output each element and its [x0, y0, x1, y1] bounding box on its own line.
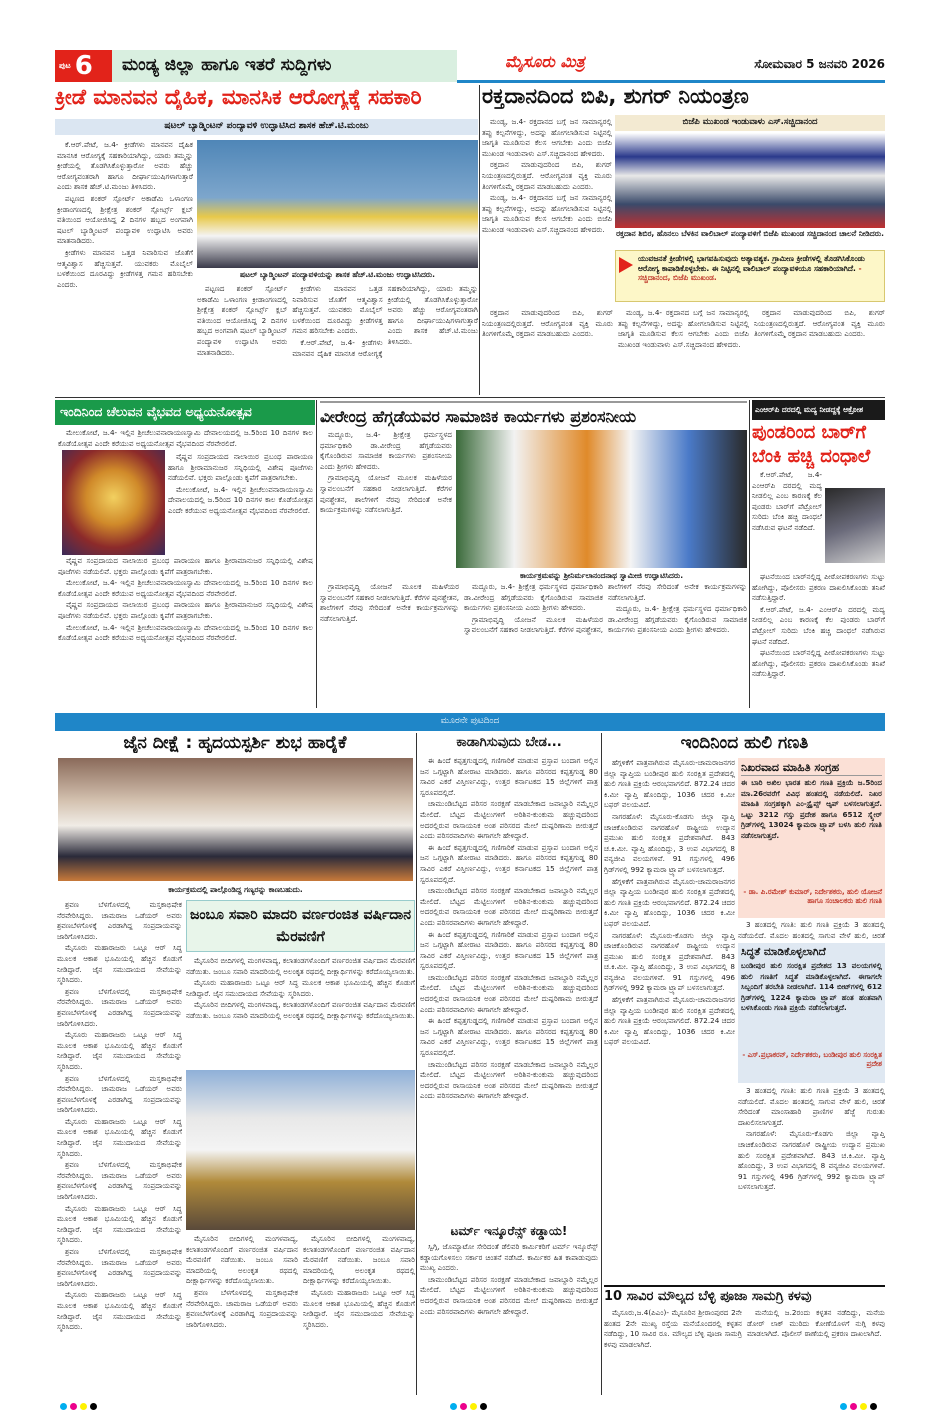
b2-paragraph: ಈ ಹಿಂದೆ ಕಪ್ಪತ್ತಗುಡ್ಡದಲ್ಲಿ ಗಣಿಗಾರಿಕೆ ಮಾಡುವ ಪ್ರಸ್ತಾಪ ಬಂದಾಗ ಅಲ್ಲಿನ ಜನ ಒಗ್ಗಟ್ಟಾಗಿ ಹೋರಾಟ ಮಾಡಿದರು. ಹಾಗೂ ಪರಿಸರದ ಕಪ್ಪತ್ತಗುಡ್ಡ 80 ಸಾವಿರ ಎಕರೆ ವಿಸ್ತೀರ್ಣವಿದ್ದು, ಉತ್ತರ ಕರ್ನಾಟಕದ 15 ಜಿಲ್ಲೆಗಳಿಗೆ ಪಾತ್ರ ಸ್ವರೂಪದಲ್ಲಿದೆ.	[420, 842, 598, 884]
a2-paragraph: ರಕ್ತದಾನ ಮಾಡುವುದರಿಂದ ಬಿಪಿ, ಶುಗರ್ ನಿಯಂತ್ರಣದಲ್ಲಿರುತ್ತದೆ. ಆರೋಗ್ಯವಂತ ವ್ಯಕ್ತಿ ಮೂರು ತಿಂಗಳಿಗೊಮ್ಮೆ ರಕ್ತದಾನ ಮಾಡಬಹುದು ಎಂದರು.	[482, 160, 612, 191]
cyan-dot	[840, 1403, 847, 1410]
b4-paragraph: ಮೈಸೂರು,ಜ.4(ಪಿಎಂ)- ಮೈಸೂರಿನ ಶ್ರೀರಾಂಪುರದ 2ನೇ ಹಂತದ 2ನೇ ಮುಖ್ಯ ರಸ್ತೆಯ ಮನೆಯೊಂದರಲ್ಲಿ ಕಳ್ಳತನ ನಡೆದಿದ್ದು, 10 ಸಾವಿರ ರೂ. ಮೌಲ್ಯದ ಬೆಳ್ಳಿ ಪೂಜಾ ಸಾಮಗ್ರಿ ಕಳವು ಮಾಡಲಾಗಿದೆ.	[604, 1308, 742, 1349]
b3-paragraph: ನಾಗರಹೊಳೆ: ಮೈಸೂರು-ಕೊಡಗು ಜಿಲ್ಲಾ ವ್ಯಾಪ್ತಿ ಚಾಚಿಕೊಂಡಿರುವ ನಾಗರಹೊಳೆ ರಾಷ್ಟ್ರೀಯ ಉದ್ಯಾನ ಪ್ರಮುಖ ಹುಲಿ ಸಂರಕ್ಷಿತ ಪ್ರದೇಶವಾಗಿದೆ. 843 ಚ.ಕಿ.ಮೀ. ವ್ಯಾಪ್ತಿ ಹೊಂದಿದ್ದು, 3 ಉಪ ವಿಭಾಗದಲ್ಲಿ 8 ವನ್ಯಜೀವಿ ವಲಯಗಳಿವೆ. 91 ಗಸ್ತುಗಳಲ್ಲಿ 496 ಗ್ರಿಡ್‌ಗಳಲ್ಲಿ 992 ಕ್ಯಾಮರಾ ಟ್ರ್ಯಾಪ್ ಬಳಸಲಾಗುತ್ತದೆ.	[604, 930, 735, 993]
b4-paragraph: ಮನೆಯಲ್ಲಿ ಜ.2ರಂದು ಕಳ್ಳತನ ನಡೆದಿದ್ದು, ಮನೆಯ ಡೋರ್ ಲಾಕ್ ಮುರಿದು ಕೋಣೆಯೊಳಗೆ ನುಗ್ಗಿ ಕಳವು ಮಾಡಲಾಗಿದೆ. ಪೊಲೀಸ್ ಠಾಣೆಯಲ್ಲಿ ಪ್ರಕರಣ ದಾಖಲಾಗಿದೆ.	[747, 1308, 885, 1339]
b1-paragraph: ಮೈಸೂರು ಮಹಾರಾಜರು ಒಟ್ಟೂ ಆರ್ ಸಿದ್ಧ ಮೂಲಕ ಆಕಾಶ ಭೂಮಿಯಲ್ಲಿ ಹೆಚ್ಚಿನ ಕೊಡುಗೆ ನೀಡಿದ್ದಾರೆ. ಜೈನ ಸಮುದಾಯದ ಸೇವೆಯನ್ನು ಸ್ಮರಿಸಿದರು.	[57, 1116, 182, 1158]
a3-body	[168, 452, 313, 552]
registration-marks	[450, 1403, 487, 1410]
b2-sub-paragraph: ಸ್ವಿಗ್ಗಿ, ಜೊಮ್ಯಾಟೋ ಸೇರಿದಂತೆ ಡೆಲಿವರಿ ಕಾರ್ಮಿಕರಿಗೆ ಟರ್ಮ್ ಇನ್ಶೂರೆನ್ಸ್ ಕಡ್ಡಾಯಗೊಳಿಸಲು ಸರ್ಕಾರ ಚಿಂತನೆ ನಡೆಸಿದೆ. ಕಾರ್ಮಿಕರ ಹಿತ ಕಾಪಾಡುವುದು ಮುಖ್ಯ ಎಂದರು.	[420, 1242, 598, 1273]
a1-paragraph: ಕ್ರೀಡೆಗಳು ಮಾನವನ ಒತ್ತಡ ನಿವಾರಿಸುವ ಜೊತೆಗೆ ಆತ್ಮವಿಶ್ವಾಸ ಹೆಚ್ಚಿಸುತ್ತವೆ. ಯುವಕರು ಮೊಬೈಲ್ ಬಳಕೆಯಿಂದ ದೂರವಿದ್ದು ಕ್ರೀಡೆಗಳತ್ತ ಗಮನ ಹರಿಸಬೇಕು ಎಂದರು.	[57, 247, 193, 289]
b1-box-body-lower	[186, 1234, 415, 1394]
a4-paragraph: ಗ್ರಾಮಾಭಿವೃದ್ಧಿ ಯೋಜನೆ ಮೂಲಕ ಮಹಿಳೆಯರ ಸ್ವಾವಲಂಬನೆಗೆ ಸಹಕಾರ ನೀಡಲಾಗುತ್ತಿದೆ. ಕೆರೆಗಳ ಪುನಶ್ಚೇತನ, ಶಾಲೆಗಳಿಗೆ ನೆರವು ಸೇರಿದಂತೆ ಅನೇಕ ಕಾರ್ಯಕ್ರಮಗಳನ್ನು ನಡೆಸಲಾಗುತ್ತಿದೆ.	[464, 582, 747, 635]
b2-body	[420, 756, 598, 1221]
cyan-dot	[450, 1403, 457, 1410]
a3-body-lower	[58, 556, 313, 706]
a3-intro	[58, 428, 313, 450]
b3-headline: ಇಂದಿನಿಂದ ಹುಲಿ ಗಣತಿ	[680, 733, 809, 753]
black-dot	[480, 1403, 487, 1410]
issue-date: ಸೋಮವಾರ 5 ಜನವರಿ 2026	[754, 57, 885, 71]
row-divider	[55, 397, 885, 398]
b1-box-paragraph: ಮೈಸೂರಿನ ಬೀದಿಗಳಲ್ಲಿ ಮಂಗಳವಾದ್ಯ, ಕಲಾತಂಡಗಳೊಂದಿಗೆ ವರ್ಣರಂಜಿತ ವರ್ಷಿದಾನ ಮೆರವಣಿಗೆ ನಡೆಯಿತು. ಜಂಬೂ ಸವಾರಿ ಮಾದರಿಯಲ್ಲಿ ಅಲಂಕೃತ ರಥದಲ್ಲಿ ದೀಕ್ಷಾರ್ಥಿಗಳನ್ನು ಕರೆದೊಯ್ಯಲಾಯಿತು.	[186, 1234, 298, 1286]
a1-caption: ಷಟಲ್ ಬ್ಯಾಡ್ಮಿಂಟನ್ ಪಂದ್ಯಾವಳಿಯನ್ನು ಶಾಸಕ ಹೆಚ್.ಟಿ.ಮಂಜು ಉದ್ಘಾಟಿಸಿದರು.	[240, 270, 435, 279]
a2-quote-box	[615, 250, 885, 302]
b3-blue-title: ಸಿದ್ಧತೆ ಮಾಡಿಕೊಳ್ಳಲಾಗಿದೆ	[741, 946, 826, 958]
b2-paragraph: ಚಾಮುಂಡಿಬೆಟ್ಟದ ಪರಿಸರ ಸಂರಕ್ಷಣೆ ಮಾಡಬೇಕಾದ ಜವಾಬ್ದಾರಿ ನಮ್ಮೆಲ್ಲರ ಮೇಲಿದೆ. ಬೆಟ್ಟದ ಮೆಟ್ಟಿಲುಗಳಿಗೆ ಅರಿಶಿನ-ಕುಂಕುಮ ಹಚ್ಚುವುದರಿಂದ ಅದರಲ್ಲಿರುವ ರಾಸಾಯನಿಕ ಅಂಶ ಪರಿಸರದ ಮೇಲೆ ದುಷ್ಪರಿಣಾಮ ಬೀರುತ್ತದೆ ಎಂದು ಪರಿಸರವಾದಿಗಳು ಈಗಾಗಲೇ ಹೇಳಿದ್ದಾರೆ.	[420, 1274, 598, 1316]
a5-fire-photo	[825, 488, 885, 563]
a4-paragraph: ಮದ್ದೂರು, ಜ.4- ಶ್ರೀಕ್ಷೇತ್ರ ಧರ್ಮಸ್ಥಳದ ಧರ್ಮಾಧಿಕಾರಿ ಡಾ.ವೀರೇಂದ್ರ ಹೆಗ್ಗಡೆಯವರು ಕೈಗೊಂಡಿರುವ ಸಾಮಾಜಿಕ ಕಾರ್ಯಗಳು ಪ್ರಶಂಸನೀಯ ಎಂದು ಶ್ರೀಗಳು ಹೇಳಿದರು.	[320, 430, 452, 471]
a1-paragraph: ಕೆ.ಆರ್.ಪೇಟೆ, ಜ.4- ಕ್ರೀಡೆಗಳು ಮಾನವನ ದೈಹಿಕ ಮಾನಸಿಕ ಆರೋಗ್ಯಕ್ಕೆ ಸಹಕಾರಿಯಾಗಿದ್ದು, ಯಾರು ತಮ್ಮನ್ನು ಕ್ರೀಡೆಯಲ್ಲಿ ತೊಡಗಿಸಿಕೊಳ್ಳುತ್ತಾರೋ ಅವರು ಹೆಚ್ಚು ಆರೋಗ್ಯವಂತರಾಗಿ ಹಾಗೂ ದೀರ್ಘಾಯುಷಿಗಳಾಗುತ್ತಾರೆ ಎಂದು ಶಾಸಕ ಹೆಚ್.ಟಿ.ಮಂಜು ತಿಳಿಸಿದರು.	[57, 140, 193, 192]
b3-paragraph: ನಾಗರಹೊಳೆ: ಮೈಸೂರು-ಕೊಡಗು ಜಿಲ್ಲಾ ವ್ಯಾಪ್ತಿ ಚಾಚಿಕೊಂಡಿರುವ ನಾಗರಹೊಳೆ ರಾಷ್ಟ್ರೀಯ ಉದ್ಯಾನ ಪ್ರಮುಖ ಹುಲಿ ಸಂರಕ್ಷಿತ ಪ್ರದೇಶವಾಗಿದೆ. 843 ಚ.ಕಿ.ಮೀ. ವ್ಯಾಪ್ತಿ ಹೊಂದಿದ್ದು, 3 ಉಪ ವಿಭಾಗದಲ್ಲಿ 8 ವನ್ಯಜೀವಿ ವಲಯಗಳಿವೆ. 91 ಗಸ್ತುಗಳಲ್ಲಿ 496 ಗ್ರಿಡ್‌ಗಳಲ್ಲಿ 992 ಕ್ಯಾಮರಾ ಟ್ರ್ಯಾಪ್ ಬಳಸಲಾಗುತ್ತದೆ.	[738, 1129, 885, 1192]
b2-paragraph: ಚಾಮುಂಡಿಬೆಟ್ಟದ ಪರಿಸರ ಸಂರಕ್ಷಣೆ ಮಾಡಬೇಕಾದ ಜವಾಬ್ದಾರಿ ನಮ್ಮೆಲ್ಲರ ಮೇಲಿದೆ. ಬೆಟ್ಟದ ಮೆಟ್ಟಿಲುಗಳಿಗೆ ಅರಿಶಿನ-ಕುಂಕುಮ ಹಚ್ಚುವುದರಿಂದ ಅದರಲ್ಲಿರುವ ರಾಸಾಯನಿಕ ಅಂಶ ಪರಿಸರದ ಮೇಲೆ ದುಷ್ಪರಿಣಾಮ ಬೀರುತ್ತದೆ ಎಂದು ಪರಿಸರವಾದಿಗಳು ಈಗಾಗಲೇ ಹೇಳಿದ್ದಾರೆ.	[420, 799, 598, 841]
a5-body-col2	[752, 572, 885, 707]
b2-paragraph: ಈ ಹಿಂದೆ ಕಪ್ಪತ್ತಗುಡ್ಡದಲ್ಲಿ ಗಣಿಗಾರಿಕೆ ಮಾಡುವ ಪ್ರಸ್ತಾಪ ಬಂದಾಗ ಅಲ್ಲಿನ ಜನ ಒಗ್ಗಟ್ಟಾಗಿ ಹೋರಾಟ ಮಾಡಿದರು. ಹಾಗೂ ಪರಿಸರದ ಕಪ್ಪತ್ತಗುಡ್ಡ 80 ಸಾವಿರ ಎಕರೆ ವಿಸ್ತೀರ್ಣವಿದ್ದು, ಉತ್ತರ ಕರ್ನಾಟಕದ 15 ಜಿಲ್ಲೆಗಳಿಗೆ ಪಾತ್ರ ಸ್ವರೂಪದಲ್ಲಿದೆ.	[420, 1016, 598, 1058]
newspaper-logo: ಮೈಸೂರು ಮಿತ್ರ	[505, 52, 585, 71]
black-dot	[870, 1403, 877, 1410]
a2-body-col1	[482, 117, 612, 307]
a1-body-col1	[57, 140, 193, 395]
b1-body-col1	[57, 900, 182, 1395]
b1-paragraph: ಮೈಸೂರು ಮಹಾರಾಜರು ಒಟ್ಟೂ ಆರ್ ಸಿದ್ಧ ಮೂಲಕ ಆಕಾಶ ಭೂಮಿಯಲ್ಲಿ ಹೆಚ್ಚಿನ ಕೊಡುಗೆ ನೀಡಿದ್ದಾರೆ. ಜೈನ ಸಮುದಾಯದ ಸೇವೆಯನ್ನು ಸ್ಮರಿಸಿದರು.	[57, 1203, 182, 1245]
b3-pink-body: ಈ ಬಾರಿ ಅಖಿಲ ಭಾರತ ಹುಲಿ ಗಣತಿ ಪ್ರಕ್ರಿಯೆ ಜ.5ರಿಂದ ಮಾ.26ರವರೆಗೆ ವಿವಿಧ ಹಂತದಲ್ಲಿ ನಡೆಯಲಿದೆ. ನಿಖರ ಮಾಹಿತಿ ಸಂಗ್ರಹಕ್ಕಾಗಿ ಎಂ-ಸ್ಟ್ರೈಪ್ಸ್ ಆ್ಯಪ್ ಬಳಸಲಾಗುತ್ತದೆ. ಒಟ್ಟು 3212 ಗಸ್ತು ಪ್ರದೇಶ ಹಾಗೂ 6512 ಸ್ಕ್ವೇರ್ ಗ್ರಿಡ್‌ಗಳಲ್ಲಿ 13024 ಕ್ಯಾಮರಾ ಟ್ರ್ಯಾಪ್ ಬಳಸಿ ಹುಲಿ ಗಣತಿ ನಡೆಸಲಾಗುತ್ತದೆ.	[741, 778, 882, 840]
b4-headline: 10 ಸಾವಿರ ಮೌಲ್ಯದ ಬೆಳ್ಳಿ ಪೂಜಾ ಸಾಮಗ್ರಿ ಕಳವು	[604, 1289, 812, 1304]
a3-headline: ಇಂದಿನಿಂದ ಚೆಲುವನ ವೈಭವದ ಅಧ್ಯಯನೋತ್ಸವ	[55, 400, 315, 425]
a5-body-col1	[752, 470, 822, 570]
a4-paragraph: ಗ್ರಾಮಾಭಿವೃದ್ಧಿ ಯೋಜನೆ ಮೂಲಕ ಮಹಿಳೆಯರ ಸ್ವಾವಲಂಬನೆಗೆ ಸಹಕಾರ ನೀಡಲಾಗುತ್ತಿದೆ. ಕೆರೆಗಳ ಪುನಶ್ಚೇತನ, ಶಾಲೆಗಳಿಗೆ ನೆರವು ಸೇರಿದಂತೆ ಅನೇಕ ಕಾರ್ಯಕ್ರಮಗಳನ್ನು ನಡೆಸಲಾಗುತ್ತಿದೆ.	[320, 473, 452, 515]
a1-headline: ಕ್ರೀಡೆ ಮಾನವನ ದೈಹಿಕ, ಮಾನಸಿಕ ಆರೋಗ್ಯಕ್ಕೆ ಸಹಕಾರಿ	[55, 85, 422, 109]
column-divider	[479, 85, 480, 395]
black-dot	[90, 1403, 97, 1410]
b1-paragraph: ಶ್ರವಣ ಬೆಳಗೊಳದಲ್ಲಿ ಮಸ್ತಕಾಭಿಷೇಕ ನೆರವೇರಿಸಿದ್ದರು. ಚಾಮರಾಜ ಒಡೆಯರ್ ಅವರು ಶ್ರವಣಬೆಳಗೊಳಕ್ಕೆ ಎರಡಾಗಿದ್ದ ಸಂಪ್ರದಾಯವನ್ನು ಜಾರಿಗೊಳಿಸಿದರು.	[57, 900, 182, 941]
b2-paragraph: ಚಾಮುಂಡಿಬೆಟ್ಟದ ಪರಿಸರ ಸಂರಕ್ಷಣೆ ಮಾಡಬೇಕಾದ ಜವಾಬ್ದಾರಿ ನಮ್ಮೆಲ್ಲರ ಮೇಲಿದೆ. ಬೆಟ್ಟದ ಮೆಟ್ಟಿಲುಗಳಿಗೆ ಅರಿಶಿನ-ಕುಂಕುಮ ಹಚ್ಚುವುದರಿಂದ ಅದರಲ್ಲಿರುವ ರಾಸಾಯನಿಕ ಅಂಶ ಪರಿಸರದ ಮೇಲೆ ದುಷ್ಪರಿಣಾಮ ಬೀರುತ್ತದೆ ಎಂದು ಪರಿಸರವಾದಿಗಳು ಈಗಾಗಲೇ ಹೇಳಿದ್ದಾರೆ.	[420, 1059, 598, 1101]
magenta-dot	[70, 1403, 77, 1410]
registration-marks	[60, 1403, 97, 1410]
a3-paragraph: ವೈಷ್ಣವ ಸಂಪ್ರದಾಯದ ನಾಲಾಯಿರ ಪ್ರಬಂಧ ಪಾರಾಯಣ ಹಾಗೂ ಶ್ರೀರಾಮಾನುಜರ ಸನ್ನಿಧಿಯಲ್ಲಿ ವಿಶೇಷ ಪೂಜೆಗಳು ನಡೆಯಲಿವೆ. ಭಕ್ತರು ಪಾಲ್ಗೊಂಡು ಕೃಪೆಗೆ ಪಾತ್ರರಾಗಬೇಕು.	[58, 556, 313, 576]
b3-paragraph: ನಾಗರಹೊಳೆ: ಮೈಸೂರು-ಕೊಡಗು ಜಿಲ್ಲಾ ವ್ಯಾಪ್ತಿ ಚಾಚಿಕೊಂಡಿರುವ ನಾಗರಹೊಳೆ ರಾಷ್ಟ್ರೀಯ ಉದ್ಯಾನ ಪ್ರಮುಖ ಹುಲಿ ಸಂರಕ್ಷಿತ ಪ್ರದೇಶವಾಗಿದೆ. 843 ಚ.ಕಿ.ಮೀ. ವ್ಯಾಪ್ತಿ ಹೊಂದಿದ್ದು, 3 ಉಪ ವಿಭಾಗದಲ್ಲಿ 8 ವನ್ಯಜೀವಿ ವಲಯಗಳಿವೆ. 91 ಗಸ್ತುಗಳಲ್ಲಿ 496 ಗ್ರಿಡ್‌ಗಳಲ್ಲಿ 992 ಕ್ಯಾಮರಾ ಟ್ರ್ಯಾಪ್ ಬಳಸಲಾಗುತ್ತದೆ.	[604, 811, 735, 874]
b1-box-body	[186, 956, 415, 1066]
b1-procession-photo	[186, 1070, 415, 1230]
b2-paragraph: ಈ ಹಿಂದೆ ಕಪ್ಪತ್ತಗುಡ್ಡದಲ್ಲಿ ಗಣಿಗಾರಿಕೆ ಮಾಡುವ ಪ್ರಸ್ತಾಪ ಬಂದಾಗ ಅಲ್ಲಿನ ಜನ ಒಗ್ಗಟ್ಟಾಗಿ ಹೋರಾಟ ಮಾಡಿದರು. ಹಾಗೂ ಪರಿಸರದ ಕಪ್ಪತ್ತಗುಡ್ಡ 80 ಸಾವಿರ ಎಕರೆ ವಿಸ್ತೀರ್ಣವಿದ್ದು, ಉತ್ತರ ಕರ್ನಾಟಕದ 15 ಜಿಲ್ಲೆಗಳಿಗೆ ಪಾತ್ರ ಸ್ವರೂಪದಲ್ಲಿದೆ.	[420, 756, 598, 797]
a3-paragraph: ವೈಷ್ಣವ ಸಂಪ್ರದಾಯದ ನಾಲಾಯಿರ ಪ್ರಬಂಧ ಪಾರಾಯಣ ಹಾಗೂ ಶ್ರೀರಾಮಾನುಜರ ಸನ್ನಿಧಿಯಲ್ಲಿ ವಿಶೇಷ ಪೂಜೆಗಳು ನಡೆಯಲಿವೆ. ಭಕ್ತರು ಪಾಲ್ಗೊಂಡು ಕೃಪೆಗೆ ಪಾತ್ರರಾಗಬೇಕು.	[58, 600, 313, 620]
b3-paragraph: ಹೆಗ್ಗಳಿಕೆಗೆ ಪಾತ್ರವಾಗಿರುವ ಮೈಸೂರು-ಚಾಮರಾಜನಗರ ಜಿಲ್ಲಾ ವ್ಯಾಪ್ತಿಯ ಬಂಡೀಪುರ ಹುಲಿ ಸಂರಕ್ಷಿತ ಪ್ರದೇಶದಲ್ಲಿ ಹುಲಿ ಗಣತಿ ಪ್ರಕ್ರಿಯೆ ಆರಂಭವಾಗಲಿದೆ. 872.24 ಚದರ ಕಿ.ಮೀ ವ್ಯಾಪ್ತಿ ಹೊಂದಿದ್ದು, 1036 ಚದರ ಕಿ.ಮೀ ಬಫರ್ ವಲಯವಿದೆ.	[604, 758, 735, 810]
b4-body	[604, 1308, 885, 1395]
b1-paragraph: ಶ್ರವಣ ಬೆಳಗೊಳದಲ್ಲಿ ಮಸ್ತಕಾಭಿಷೇಕ ನೆರವೇರಿಸಿದ್ದರು. ಚಾಮರಾಜ ಒಡೆಯರ್ ಅವರು ಶ್ರವಣಬೆಳಗೊಳಕ್ಕೆ ಎರಡಾಗಿದ್ದ ಸಂಪ್ರದಾಯವನ್ನು ಜಾರಿಗೊಳಿಸಿದರು.	[57, 1160, 182, 1202]
a2-paragraph: ರಕ್ತದಾನ ಮಾಡುವುದರಿಂದ ಬಿಪಿ, ಶುಗರ್ ನಿಯಂತ್ರಣದಲ್ಲಿರುತ್ತದೆ. ಆರೋಗ್ಯವಂತ ವ್ಯಕ್ತಿ ಮೂರು ತಿಂಗಳಿಗೊಮ್ಮೆ ರಕ್ತದಾನ ಮಾಡಬಹುದು ಎಂದರು.	[482, 308, 613, 339]
column-divider	[601, 733, 602, 1395]
a1-body-col2	[197, 284, 478, 394]
yellow-dot	[860, 1403, 867, 1410]
header-rule	[457, 80, 885, 83]
a4-headline: ವೀರೇಂದ್ರ ಹೆಗ್ಗಡೆಯವರ ಸಾಮಾಜಿಕ ಕಾರ್ಯಗಳು ಪ್ರಶಂಸನೀಯ	[320, 401, 747, 427]
b2-headline: ಕಾಡಾಗಿಸುವುದು ಬೇಡ...	[456, 735, 562, 750]
b3-paragraph: 3 ಹಂತದಲ್ಲಿ ಗಣತಿ: ಹುಲಿ ಗಣತಿ ಪ್ರಕ್ರಿಯೆ 3 ಹಂತದಲ್ಲಿ ನಡೆಯಲಿದೆ. ಮೊದಲ ಹಂತದಲ್ಲಿ ಸಾಗುವ ವೇಳೆ ಹುಲಿ, ಚಿರತೆ ಸೇರಿದಂತೆ ಮಾಂಸಾಹಾರಿ ಪ್ರಾಣಿಗಳ ಹೆಜ್ಜೆ ಗುರುತು ದಾಖಲಿಸಲಾಗುತ್ತದೆ.	[738, 1086, 885, 1127]
magenta-dot	[460, 1403, 467, 1410]
page-label: ಪುಟ	[59, 61, 71, 70]
a2-photo	[615, 133, 885, 228]
a2-body-col2	[482, 308, 885, 396]
a4-body-col2	[320, 582, 747, 707]
a2-caption: ರಕ್ತದಾನ ಶಿಬಿರ, ಹೊನಲು ಬೆಳಕಿನ ವಾಲಿಬಾಲ್ ಪಂದ್ಯಾವಳಿಗೆ ಬಿಜೆಪಿ ಮುಖಂಡ ಸಚ್ಚಿದಾನಂದ ಚಾಲನೆ ನೀಡಿದರು.	[616, 229, 884, 238]
b3-paragraph: ಹೆಗ್ಗಳಿಕೆಗೆ ಪಾತ್ರವಾಗಿರುವ ಮೈಸೂರು-ಚಾಮರಾಜನಗರ ಜಿಲ್ಲಾ ವ್ಯಾಪ್ತಿಯ ಬಂಡೀಪುರ ಹುಲಿ ಸಂರಕ್ಷಿತ ಪ್ರದೇಶದಲ್ಲಿ ಹುಲಿ ಗಣತಿ ಪ್ರಕ್ರಿಯೆ ಆರಂಭವಾಗಲಿದೆ. 872.24 ಚದರ ಕಿ.ಮೀ ವ್ಯಾಪ್ತಿ ಹೊಂದಿದ್ದು, 1036 ಚದರ ಕಿ.ಮೀ ಬಫರ್ ವಲಯವಿದೆ.	[604, 995, 735, 1047]
b2-paragraph: ಚಾಮುಂಡಿಬೆಟ್ಟದ ಪರಿಸರ ಸಂರಕ್ಷಣೆ ಮಾಡಬೇಕಾದ ಜವಾಬ್ದಾರಿ ನಮ್ಮೆಲ್ಲರ ಮೇಲಿದೆ. ಬೆಟ್ಟದ ಮೆಟ್ಟಿಲುಗಳಿಗೆ ಅರಿಶಿನ-ಕುಂಕುಮ ಹಚ್ಚುವುದರಿಂದ ಅದರಲ್ಲಿರುವ ರಾಸಾಯನಿಕ ಅಂಶ ಪರಿಸರದ ಮೇಲೆ ದುಷ್ಪರಿಣಾಮ ಬೀರುತ್ತದೆ ಎಂದು ಪರಿಸರವಾದಿಗಳು ಈಗಾಗಲೇ ಹೇಳಿದ್ದಾರೆ.	[420, 972, 598, 1014]
b1-paragraph: ಮೈಸೂರು ಮಹಾರಾಜರು ಒಟ್ಟೂ ಆರ್ ಸಿದ್ಧ ಮೂಲಕ ಆಕಾಶ ಭೂಮಿಯಲ್ಲಿ ಹೆಚ್ಚಿನ ಕೊಡುಗೆ ನೀಡಿದ್ದಾರೆ. ಜೈನ ಸಮುದಾಯದ ಸೇವೆಯನ್ನು ಸ್ಮರಿಸಿದರು.	[57, 1290, 182, 1332]
a1-paragraph: ಪಟ್ಟಣದ ಶಂಕರ್ ಸ್ಪೋರ್ಟ್ ಅಕಾಡೆಮಿ ಒಳಾಂಗಣ ಕ್ರೀಡಾಂಗಣದಲ್ಲಿ ಶ್ರೀಕ್ಷೇತ್ರ ಶಂಕರ್ ಸ್ಪೋರ್ಟ್ಸ್ ಕ್ಲಬ್ ವತಿಯಿಂದ ಆಯೋಜಿಸಿದ್ದ 2 ದಿನಗಳ ಹಬ್ಬದ ಅಂಗವಾಗಿ ಷಟಲ್ ಬ್ಯಾಡ್ಮಿಂಟನ್ ಪಂದ್ಯಾವಳಿ ಉದ್ಘಾಟಿಸಿ ಅವರು ಮಾತನಾಡಿದರು.	[57, 193, 193, 246]
a2-headline: ರಕ್ತದಾನದಿಂದ ಬಿಪಿ, ಶುಗರ್ ನಿಯಂತ್ರಣ	[482, 84, 749, 108]
column-divider	[416, 733, 417, 1395]
b1-paragraph: ಶ್ರವಣ ಬೆಳಗೊಳದಲ್ಲಿ ಮಸ್ತಕಾಭಿಷೇಕ ನೆರವೇರಿಸಿದ್ದರು. ಚಾಮರಾಜ ಒಡೆಯರ್ ಅವರು ಶ್ರವಣಬೆಳಗೊಳಕ್ಕೆ ಎರಡಾಗಿದ್ದ ಸಂಪ್ರದಾಯವನ್ನು ಜಾರಿಗೊಳಿಸಿದರು.	[186, 1287, 298, 1329]
b1-paragraph: ಮೈಸೂರು ಮಹಾರಾಜರು ಒಟ್ಟೂ ಆರ್ ಸಿದ್ಧ ಮೂಲಕ ಆಕಾಶ ಭೂಮಿಯಲ್ಲಿ ಹೆಚ್ಚಿನ ಕೊಡುಗೆ ನೀಡಿದ್ದಾರೆ. ಜೈನ ಸಮುದಾಯದ ಸೇವೆಯನ್ನು ಸ್ಮರಿಸಿದರು.	[57, 1030, 182, 1071]
b1-box-paragraph: ಮೈಸೂರಿನ ಬೀದಿಗಳಲ್ಲಿ ಮಂಗಳವಾದ್ಯ, ಕಲಾತಂಡಗಳೊಂದಿಗೆ ವರ್ಣರಂಜಿತ ವರ್ಷಿದಾನ ಮೆರವಣಿಗೆ ನಡೆಯಿತು. ಜಂಬೂ ಸವಾರಿ ಮಾದರಿಯಲ್ಲಿ ಅಲಂಕೃತ ರಥದಲ್ಲಿ ದೀಕ್ಷಾರ್ಥಿಗಳನ್ನು ಕರೆದೊಯ್ಯಲಾಯಿತು.	[186, 1000, 415, 1020]
column-divider	[749, 400, 750, 708]
b2-sub-body	[420, 1242, 598, 1395]
a3-paragraph: ಮೇಲುಕೋಟೆ, ಜ.4- ಇಲ್ಲಿನ ಶ್ರೀಚೆಲುವನಾರಾಯಣಸ್ವಾಮಿ ದೇವಾಲಯದಲ್ಲಿ ಜ.5ರಿಂದ 10 ದಿನಗಳ ಕಾಲ ಕೊಡೆಯೋತ್ಸವ ಎಂದೇ ಕರೆಯುವ ಅಧ್ಯಯನೋತ್ಸವ ವೈಭವದಿಂದ ನೆರವೇರಲಿದೆ.	[58, 428, 313, 448]
b3-body-col2	[738, 920, 885, 942]
a5-headline: ಪುಂಡರಿಂದ ಬಾರ್‌ಗೆ ಬೆಂಕಿ ಹಚ್ಚಿ ದಂಧಾಲೆ	[752, 422, 871, 467]
registration-marks	[840, 1403, 877, 1410]
b1-caption: ಕಾರ್ಯಕ್ರಮದಲ್ಲಿ ಪಾಲ್ಗೊಂಡಿದ್ದ ಗಣ್ಯರನ್ನು ಕಾಣಬಹುದು.	[168, 885, 303, 894]
a5-paragraph: ಕೆ.ಆರ್.ಪೇಟೆ, ಜ.4- ಎಂಆರ್‌ಪಿ ದರದಲ್ಲಿ ಮದ್ಯ ನೀಡಲಿಲ್ಲ ಎಂಬ ಕಾರಣಕ್ಕೆ ಕೆಲ ಪುಂಡರು ಬಾರ್‌ಗೆ ಪೆಟ್ರೋಲ್ ಸುರಿದು ಬೆಂಕಿ ಹಚ್ಚಿ ದಾಂಧಲೆ ನಡೆಸಿರುವ ಘಟನೆ ನಡೆದಿದೆ.	[752, 470, 822, 532]
magenta-dot	[850, 1403, 857, 1410]
triangle-arrow-icon	[619, 257, 633, 273]
b1-paragraph: ಶ್ರವಣ ಬೆಳಗೊಳದಲ್ಲಿ ಮಸ್ತಕಾಭಿಷೇಕ ನೆರವೇರಿಸಿದ್ದರು. ಚಾಮರಾಜ ಒಡೆಯರ್ ಅವರು ಶ್ರವಣಬೆಳಗೊಳಕ್ಕೆ ಎರಡಾಗಿದ್ದ ಸಂಪ್ರದಾಯವನ್ನು ಜಾರಿಗೊಳಿಸಿದರು.	[57, 1247, 182, 1288]
a2-paragraph: ರಕ್ತದಾನ ಮಾಡುವುದರಿಂದ ಬಿಪಿ, ಶುಗರ್ ನಿಯಂತ್ರಣದಲ್ಲಿರುತ್ತದೆ. ಆರೋಗ್ಯವಂತ ವ್ಯಕ್ತಿ ಮೂರು ತಿಂಗಳಿಗೊಮ್ಮೆ ರಕ್ತದಾನ ಮಾಡಬಹುದು ಎಂದರು.	[754, 308, 885, 339]
b4-rule	[604, 1285, 885, 1287]
b3-pink-title: ನಿಖರವಾದ ಮಾಹಿತಿ ಸಂಗ್ರಹ	[741, 761, 882, 776]
a3-temple-photo	[62, 450, 165, 555]
b1-paragraph: ಶ್ರವಣ ಬೆಳಗೊಳದಲ್ಲಿ ಮಸ್ತಕಾಭಿಷೇಕ ನೆರವೇರಿಸಿದ್ದರು. ಚಾಮರಾಜ ಒಡೆಯರ್ ಅವರು ಶ್ರವಣಬೆಳಗೊಳಕ್ಕೆ ಎರಡಾಗಿದ್ದ ಸಂಪ್ರದಾಯವನ್ನು ಜಾರಿಗೊಳಿಸಿದರು.	[57, 986, 182, 1028]
b3-blue-box	[738, 943, 885, 1083]
page-number: 6	[74, 51, 93, 81]
b1-photo	[58, 758, 413, 881]
section-title: ಮಂಡ್ಯ ಜಿಲ್ಲಾ ಹಾಗೂ ಇತರೆ ಸುದ್ದಿಗಳು	[112, 50, 457, 82]
b1-box-paragraph: ಮೈಸೂರಿನ ಬೀದಿಗಳಲ್ಲಿ ಮಂಗಳವಾದ್ಯ, ಕಲಾತಂಡಗಳೊಂದಿಗೆ ವರ್ಣರಂಜಿತ ವರ್ಷಿದಾನ ಮೆರವಣಿಗೆ ನಡೆಯಿತು. ಜಂಬೂ ಸವಾರಿ ಮಾದರಿಯಲ್ಲಿ ಅಲಂಕೃತ ರಥದಲ್ಲಿ ದೀಕ್ಷಾರ್ಥಿಗಳನ್ನು ಕರೆದೊಯ್ಯಲಾಯಿತು.	[303, 1234, 415, 1286]
b2-paragraph: ಈ ಹಿಂದೆ ಕಪ್ಪತ್ತಗುಡ್ಡದಲ್ಲಿ ಗಣಿಗಾರಿಕೆ ಮಾಡುವ ಪ್ರಸ್ತಾಪ ಬಂದಾಗ ಅಲ್ಲಿನ ಜನ ಒಗ್ಗಟ್ಟಾಗಿ ಹೋರಾಟ ಮಾಡಿದರು. ಹಾಗೂ ಪರಿಸರದ ಕಪ್ಪತ್ತಗುಡ್ಡ 80 ಸಾವಿರ ಎಕರೆ ವಿಸ್ತೀರ್ಣವಿದ್ದು, ಉತ್ತರ ಕರ್ನಾಟಕದ 15 ಜಿಲ್ಲೆಗಳಿಗೆ ಪಾತ್ರ ಸ್ವರೂಪದಲ್ಲಿದೆ.	[420, 929, 598, 971]
a3-paragraph: ಮೇಲುಕೋಟೆ, ಜ.4- ಇಲ್ಲಿನ ಶ್ರೀಚೆಲುವನಾರಾಯಣಸ್ವಾಮಿ ದೇವಾಲಯದಲ್ಲಿ ಜ.5ರಿಂದ 10 ದಿನಗಳ ಕಾಲ ಕೊಡೆಯೋತ್ಸವ ಎಂದೇ ಕರೆಯುವ ಅಧ್ಯಯನೋತ್ಸವ ವೈಭವದಿಂದ ನೆರವೇರಲಿದೆ.	[168, 484, 313, 515]
b1-paragraph: ಮೈಸೂರು ಮಹಾರಾಜರು ಒಟ್ಟೂ ಆರ್ ಸಿದ್ಧ ಮೂಲಕ ಆಕಾಶ ಭೂಮಿಯಲ್ಲಿ ಹೆಚ್ಚಿನ ಕೊಡುಗೆ ನೀಡಿದ್ದಾರೆ. ಜೈನ ಸಮುದಾಯದ ಸೇವೆಯನ್ನು ಸ್ಮರಿಸಿದರು.	[186, 978, 415, 998]
b1-paragraph: ಮೈಸೂರು ಮಹಾರಾಜರು ಒಟ್ಟೂ ಆರ್ ಸಿದ್ಧ ಮೂಲಕ ಆಕಾಶ ಭೂಮಿಯಲ್ಲಿ ಹೆಚ್ಚಿನ ಕೊಡುಗೆ ನೀಡಿದ್ದಾರೆ. ಜೈನ ಸಮುದಾಯದ ಸೇವೆಯನ್ನು ಸ್ಮರಿಸಿದರು.	[303, 1287, 415, 1329]
a2-quote-author: - ಸಚ್ಚಿದಾನಂದ, ಬಿಜೆಪಿ ಮುಖಂಡ.	[638, 263, 862, 282]
b1-box-paragraph: ಮೈಸೂರಿನ ಬೀದಿಗಳಲ್ಲಿ ಮಂಗಳವಾದ್ಯ, ಕಲಾತಂಡಗಳೊಂದಿಗೆ ವರ್ಣರಂಜಿತ ವರ್ಷಿದಾನ ಮೆರವಣಿಗೆ ನಡೆಯಿತು. ಜಂಬೂ ಸವಾರಿ ಮಾದರಿಯಲ್ಲಿ ಅಲಂಕೃತ ರಥದಲ್ಲಿ ದೀಕ್ಷಾರ್ಥಿಗಳನ್ನು ಕರೆದೊಯ್ಯಲಾಯಿತು.	[186, 956, 415, 976]
a4-paragraph: ಮದ್ದೂರು, ಜ.4- ಶ್ರೀಕ್ಷೇತ್ರ ಧರ್ಮಸ್ಥಳದ ಧರ್ಮಾಧಿಕಾರಿ ಡಾ.ವೀರೇಂದ್ರ ಹೆಗ್ಗಡೆಯವರು ಕೈಗೊಂಡಿರುವ ಸಾಮಾಜಿಕ ಕಾರ್ಯಗಳು ಪ್ರಶಂಸನೀಯ ಎಂದು ಶ್ರೀಗಳು ಹೇಳಿದರು.	[608, 604, 747, 635]
column-divider	[316, 400, 317, 708]
a4-photo	[456, 430, 747, 568]
b3-body-col3	[738, 1086, 885, 1283]
a4-caption: ಕಾರ್ಯಕ್ರಮವನ್ನು ಶ್ರೀನಿರ್ಮಲಾನಂದನಾಥ ಸ್ವಾಮೀಜಿ ಉದ್ಘಾಟಿಸಿದರು.	[519, 571, 684, 580]
a4-body-col1	[320, 430, 452, 580]
b2-sub-headline: ಟರ್ಮ್ ಇನ್ಶೂರೆನ್ಸ್ ಕಡ್ಡಾಯ!	[450, 1224, 568, 1238]
cyan-dot	[60, 1403, 67, 1410]
a3-paragraph: ವೈಷ್ಣವ ಸಂಪ್ರದಾಯದ ನಾಲಾಯಿರ ಪ್ರಬಂಧ ಪಾರಾಯಣ ಹಾಗೂ ಶ್ರೀರಾಮಾನುಜರ ಸನ್ನಿಧಿಯಲ್ಲಿ ವಿಶೇಷ ಪೂಜೆಗಳು ನಡೆಯಲಿವೆ. ಭಕ್ತರು ಪಾಲ್ಗೊಂಡು ಕೃಪೆಗೆ ಪಾತ್ರರಾಗಬೇಕು.	[168, 452, 313, 483]
a5-paragraph: ಕೆ.ಆರ್.ಪೇಟೆ, ಜ.4- ಎಂಆರ್‌ಪಿ ದರದಲ್ಲಿ ಮದ್ಯ ನೀಡಲಿಲ್ಲ ಎಂಬ ಕಾರಣಕ್ಕೆ ಕೆಲ ಪುಂಡರು ಬಾರ್‌ಗೆ ಪೆಟ್ರೋಲ್ ಸುರಿದು ಬೆಂಕಿ ಹಚ್ಚಿ ದಾಂಧಲೆ ನಡೆಸಿರುವ ಘಟನೆ ನಡೆದಿದೆ.	[752, 604, 885, 646]
b3-pink-box	[738, 758, 885, 918]
a4-paragraph: ಮದ್ದೂರು, ಜ.4- ಶ್ರೀಕ್ಷೇತ್ರ ಧರ್ಮಸ್ಥಳದ ಧರ್ಮಾಧಿಕಾರಿ ಡಾ.ವೀರೇಂದ್ರ ಹೆಗ್ಗಡೆಯವರು ಕೈಗೊಂಡಿರುವ ಸಾಮಾಜಿಕ ಕಾರ್ಯಗಳು ಪ್ರಶಂಸನೀಯ ಎಂದು ಶ್ರೀಗಳು ಹೇಳಿದರು.	[464, 582, 603, 613]
a1-paragraph: ಕ್ರೀಡೆಗಳು ಮಾನವನ ಒತ್ತಡ ನಿವಾರಿಸುವ ಜೊತೆಗೆ ಆತ್ಮವಿಶ್ವಾಸ ಹೆಚ್ಚಿಸುತ್ತವೆ. ಯುವಕರು ಮೊಬೈಲ್ ಬಳಕೆಯಿಂದ ದೂರವಿದ್ದು ಕ್ರೀಡೆಗಳತ್ತ ಗಮನ ಹರಿಸಬೇಕು ಎಂದರು.	[292, 284, 383, 336]
a2-paragraph: ಮಂಡ್ಯ, ಜ.4- ರಕ್ತದಾನದ ಬಗ್ಗೆ ಜನ ಸಾಮಾನ್ಯರಲ್ಲಿ ತಪ್ಪು ಕಲ್ಪನೆಗಳಿದ್ದು, ಅದನ್ನು ಹೋಗಲಾಡಿಸುವ ನಿಟ್ಟಿನಲ್ಲಿ ಜಾಗೃತಿ ಮೂಡಿಸುವ ಕೆಲಸ ಆಗಬೇಕು ಎಂದು ಬಿಜೆಪಿ ಮುಖಂಡ ಇಂಡುವಾಳು ಎಸ್.ಸಚ್ಚಿದಾನಂದ ಹೇಳಿದರು.	[482, 193, 612, 234]
b3-body-col1	[604, 758, 735, 1283]
a3-paragraph: ಮೇಲುಕೋಟೆ, ಜ.4- ಇಲ್ಲಿನ ಶ್ರೀಚೆಲುವನಾರಾಯಣಸ್ವಾಮಿ ದೇವಾಲಯದಲ್ಲಿ ಜ.5ರಿಂದ 10 ದಿನಗಳ ಕಾಲ ಕೊಡೆಯೋತ್ಸವ ಎಂದೇ ಕರೆಯುವ ಅಧ್ಯಯನೋತ್ಸವ ವೈಭವದಿಂದ ನೆರವೇರಲಿದೆ.	[58, 622, 313, 643]
b3-blue-author: - ಎಸ್.ಪ್ರಭಾಕರನ್, ನಿರ್ದೇಶಕರು, ಬಂಡೀಪುರ ಹುಲಿ ಸಂರಕ್ಷಿತ ಪ್ರದೇಶ	[742, 1051, 882, 1068]
b1-paragraph: ಮೈಸೂರು ಮಹಾರಾಜರು ಒಟ್ಟೂ ಆರ್ ಸಿದ್ಧ ಮೂಲಕ ಆಕಾಶ ಭೂಮಿಯಲ್ಲಿ ಹೆಚ್ಚಿನ ಕೊಡುಗೆ ನೀಡಿದ್ದಾರೆ. ಜೈನ ಸಮುದಾಯದ ಸೇವೆಯನ್ನು ಸ್ಮರಿಸಿದರು.	[57, 943, 182, 985]
b1-box-headline: ಜಂಬೂ ಸವಾರಿ ಮಾದರಿ ವರ್ಣರಂಜಿತ ವರ್ಷಿದಾನ ಮೆರವಣಿಗೆ	[186, 900, 415, 952]
b3-blue-body: ಬಂಡೀಪುರ ಹುಲಿ ಸಂರಕ್ಷಿತ ಪ್ರದೇಶದ 13 ವಲಯಗಳಲ್ಲಿ ಹುಲಿ ಗಣತಿಗೆ ಸಿದ್ಧತೆ ಮಾಡಿಕೊಳ್ಳಲಾಗಿದೆ. ಈಗಾಗಲೇ ಸಿಬ್ಬಂದಿಗೆ ತರಬೇತಿ ನೀಡಲಾಗಿದೆ. 114 ಬೀಟ್‌ಗಳಲ್ಲಿ 612 ಗ್ರಿಡ್‌ಗಳಲ್ಲಿ 1224 ಕ್ಯಾಮರಾ ಟ್ರ್ಯಾಪ್ ಹಂತ ಹಂತವಾಗಿ ಬಳಸಿಕೊಂಡು ಗಣತಿ ಪ್ರಕ್ರಿಯೆ ನಡೆಸಲಾಗುತ್ತದೆ.	[741, 961, 882, 1013]
yellow-dot	[80, 1403, 87, 1410]
a5-label: ಎಂಆರ್‌ಪಿ ದರದಲ್ಲಿ ಮದ್ಯ ನೀಡದ್ದಕ್ಕೆ ಆಕ್ರೋಶ	[752, 400, 885, 420]
a1-paragraph: ಪಟ್ಟಣದ ಶಂಕರ್ ಸ್ಪೋರ್ಟ್ ಅಕಾಡೆಮಿ ಒಳಾಂಗಣ ಕ್ರೀಡಾಂಗಣದಲ್ಲಿ ಶ್ರೀಕ್ಷೇತ್ರ ಶಂಕರ್ ಸ್ಪೋರ್ಟ್ಸ್ ಕ್ಲಬ್ ವತಿಯಿಂದ ಆಯೋಜಿಸಿದ್ದ 2 ದಿನಗಳ ಹಬ್ಬದ ಅಂಗವಾಗಿ ಷಟಲ್ ಬ್ಯಾಡ್ಮಿಂಟನ್ ಪಂದ್ಯಾವಳಿ ಉದ್ಘಾಟಿಸಿ ಅವರು ಮಾತನಾಡಿದರು.	[197, 284, 288, 357]
a2-paragraph: ಮಂಡ್ಯ, ಜ.4- ರಕ್ತದಾನದ ಬಗ್ಗೆ ಜನ ಸಾಮಾನ್ಯರಲ್ಲಿ ತಪ್ಪು ಕಲ್ಪನೆಗಳಿದ್ದು, ಅದನ್ನು ಹೋಗಲಾಡಿಸುವ ನಿಟ್ಟಿನಲ್ಲಿ ಜಾಗೃತಿ ಮೂಡಿಸುವ ಕೆಲಸ ಆಗಬೇಕು ಎಂದು ಬಿಜೆಪಿ ಮುಖಂಡ ಇಂಡುವಾಳು ಎಸ್.ಸಚ್ಚಿದಾನಂದ ಹೇಳಿದರು.	[618, 308, 749, 349]
a2-subhead: ಬಿಜೆಪಿ ಮುಖಂಡ ಇಂಡುವಾಳು ಎಸ್.ಸಚ್ಚಿದಾನಂದ	[615, 115, 885, 131]
a4-paragraph: ಗ್ರಾಮಾಭಿವೃದ್ಧಿ ಯೋಜನೆ ಮೂಲಕ ಮಹಿಳೆಯರ ಸ್ವಾವಲಂಬನೆಗೆ ಸಹಕಾರ ನೀಡಲಾಗುತ್ತಿದೆ. ಕೆರೆಗಳ ಪುನಶ್ಚೇತನ, ಶಾಲೆಗಳಿಗೆ ನೆರವು ಸೇರಿದಂತೆ ಅನೇಕ ಕಾರ್ಯಕ್ರಮಗಳನ್ನು ನಡೆಸಲಾಗುತ್ತಿದೆ.	[320, 582, 459, 623]
page-tag	[55, 50, 112, 82]
continued-band: ಮೂರನೇ ಪುಟದಿಂದ	[55, 713, 885, 731]
a5-paragraph: ಘಟನೆಯಿಂದ ಬಾರ್‌ನಲ್ಲಿದ್ದ ಪೀಠೋಪಕರಣಗಳು ಸುಟ್ಟು ಹೋಗಿದ್ದು, ಪೊಲೀಸರು ಪ್ರಕರಣ ದಾಖಲಿಸಿಕೊಂಡು ತನಿಖೆ ನಡೆಸುತ್ತಿದ್ದಾರೆ.	[752, 648, 885, 679]
a1-photo	[197, 140, 478, 268]
b1-paragraph: ಶ್ರವಣ ಬೆಳಗೊಳದಲ್ಲಿ ಮಸ್ತಕಾಭಿಷೇಕ ನೆರವೇರಿಸಿದ್ದರು. ಚಾಮರಾಜ ಒಡೆಯರ್ ಅವರು ಶ್ರವಣಬೆಳಗೊಳಕ್ಕೆ ಎರಡಾಗಿದ್ದ ಸಂಪ್ರದಾಯವನ್ನು ಜಾರಿಗೊಳಿಸಿದರು.	[57, 1073, 182, 1115]
a3-paragraph: ಮೇಲುಕೋಟೆ, ಜ.4- ಇಲ್ಲಿನ ಶ್ರೀಚೆಲುವನಾರಾಯಣಸ್ವಾಮಿ ದೇವಾಲಯದಲ್ಲಿ ಜ.5ರಿಂದ 10 ದಿನಗಳ ಕಾಲ ಕೊಡೆಯೋತ್ಸವ ಎಂದೇ ಕರೆಯುವ ಅಧ್ಯಯನೋತ್ಸವ ವೈಭವದಿಂದ ನೆರವೇರಲಿದೆ.	[58, 578, 313, 598]
b3-paragraph: 3 ಹಂತದಲ್ಲಿ ಗಣತಿ: ಹುಲಿ ಗಣತಿ ಪ್ರಕ್ರಿಯೆ 3 ಹಂತದಲ್ಲಿ ನಡೆಯಲಿದೆ. ಮೊದಲ ಹಂತದಲ್ಲಿ ಸಾಗುವ ವೇಳೆ ಹುಲಿ, ಚಿರತೆ	[738, 920, 885, 940]
a1-subhead: ಷಟಲ್ ಬ್ಯಾಡ್ಮಿಂಟನ್ ಪಂದ್ಯಾವಳಿ ಉದ್ಘಾಟಿಸಿದ ಶಾಸಕ ಹೆಚ್.ಟಿ.ಮಂಜು	[55, 119, 478, 135]
a2-paragraph: ಮಂಡ್ಯ, ಜ.4- ರಕ್ತದಾನದ ಬಗ್ಗೆ ಜನ ಸಾಮಾನ್ಯರಲ್ಲಿ ತಪ್ಪು ಕಲ್ಪನೆಗಳಿದ್ದು, ಅದನ್ನು ಹೋಗಲಾಡಿಸುವ ನಿಟ್ಟಿನಲ್ಲಿ ಜಾಗೃತಿ ಮೂಡಿಸುವ ಕೆಲಸ ಆಗಬೇಕು ಎಂದು ಬಿಜೆಪಿ ಮುಖಂಡ ಇಂಡುವಾಳು ಎಸ್.ಸಚ್ಚಿದಾನಂದ ಹೇಳಿದರು.	[482, 117, 612, 158]
b1-headline: ಜೈನ ದೀಕ್ಷೆ : ಹೃದಯಸ್ಪರ್ಶಿ ಶುಭ ಹಾರೈಕೆ	[123, 733, 347, 753]
b2-paragraph: ಚಾಮುಂಡಿಬೆಟ್ಟದ ಪರಿಸರ ಸಂರಕ್ಷಣೆ ಮಾಡಬೇಕಾದ ಜವಾಬ್ದಾರಿ ನಮ್ಮೆಲ್ಲರ ಮೇಲಿದೆ. ಬೆಟ್ಟದ ಮೆಟ್ಟಿಲುಗಳಿಗೆ ಅರಿಶಿನ-ಕುಂಕುಮ ಹಚ್ಚುವುದರಿಂದ ಅದರಲ್ಲಿರುವ ರಾಸಾಯನಿಕ ಅಂಶ ಪರಿಸರದ ಮೇಲೆ ದುಷ್ಪರಿಣಾಮ ಬೀರುತ್ತದೆ ಎಂದು ಪರಿಸರವಾದಿಗಳು ಈಗಾಗಲೇ ಹೇಳಿದ್ದಾರೆ.	[420, 886, 598, 927]
b3-paragraph: ಹೆಗ್ಗಳಿಕೆಗೆ ಪಾತ್ರವಾಗಿರುವ ಮೈಸೂರು-ಚಾಮರಾಜನಗರ ಜಿಲ್ಲಾ ವ್ಯಾಪ್ತಿಯ ಬಂಡೀಪುರ ಹುಲಿ ಸಂರಕ್ಷಿತ ಪ್ರದೇಶದಲ್ಲಿ ಹುಲಿ ಗಣತಿ ಪ್ರಕ್ರಿಯೆ ಆರಂಭವಾಗಲಿದೆ. 872.24 ಚದರ ಕಿ.ಮೀ ವ್ಯಾಪ್ತಿ ಹೊಂದಿದ್ದು, 1036 ಚದರ ಕಿ.ಮೀ ಬಫರ್ ವಲಯವಿದೆ.	[604, 876, 735, 928]
yellow-dot	[470, 1403, 477, 1410]
b3-pink-author: - ಡಾ. ಪಿ.ರಮೇಶ್ ಕುಮಾರ್, ನಿರ್ದೇಶಕರು, ಹುಲಿ ಯೋಜನೆ ಹಾಗೂ ಸಂಚಾಲಕರು ಹುಲಿ ಗಣತಿ	[743, 888, 882, 905]
a2-quote: ಯುವಜನತೆ ಕ್ರೀಡೆಗಳಲ್ಲಿ ಭಾಗವಹಿಸುವುದು ಅತ್ಯಾವಶ್ಯಕ. ಗ್ರಾಮೀಣ ಕ್ರೀಡೆಗಳಲ್ಲಿ ತೊಡಗಿಸಿಕೊಂಡು ಆರೋಗ್ಯ ಕಾಪಾಡಿಕೊಳ್ಳಬೇಕು. ಈ ನಿಟ್ಟಿನಲ್ಲಿ ವಾಲಿಬಾಲ್ ಪಂದ್ಯಾವಳಿಯೂ ಸಹಕಾರಿಯಾಗಿದೆ.	[638, 254, 865, 273]
a5-paragraph: ಘಟನೆಯಿಂದ ಬಾರ್‌ನಲ್ಲಿದ್ದ ಪೀಠೋಪಕರಣಗಳು ಸುಟ್ಟು ಹೋಗಿದ್ದು, ಪೊಲೀಸರು ಪ್ರಕರಣ ದಾಖಲಿಸಿಕೊಂಡು ತನಿಖೆ ನಡೆಸುತ್ತಿದ್ದಾರೆ.	[752, 572, 885, 603]
a1-paragraph: ಕೆ.ಆರ್.ಪೇಟೆ, ಜ.4- ಕ್ರೀಡೆಗಳು ಮಾನವನ ದೈಹಿಕ ಮಾನಸಿಕ ಆರೋಗ್ಯಕ್ಕೆ ಸಹಕಾರಿಯಾಗಿದ್ದು, ಯಾರು ತಮ್ಮನ್ನು ಕ್ರೀಡೆಯಲ್ಲಿ ತೊಡಗಿಸಿಕೊಳ್ಳುತ್ತಾರೋ ಅವರು ಹೆಚ್ಚು ಆರೋಗ್ಯವಂತರಾಗಿ ಹಾಗೂ ದೀರ್ಘಾಯುಷಿಗಳಾಗುತ್ತಾರೆ ಎಂದು ಶಾಸಕ ಹೆಚ್.ಟಿ.ಮಂಜು ತಿಳಿಸಿದರು.	[292, 284, 478, 358]
